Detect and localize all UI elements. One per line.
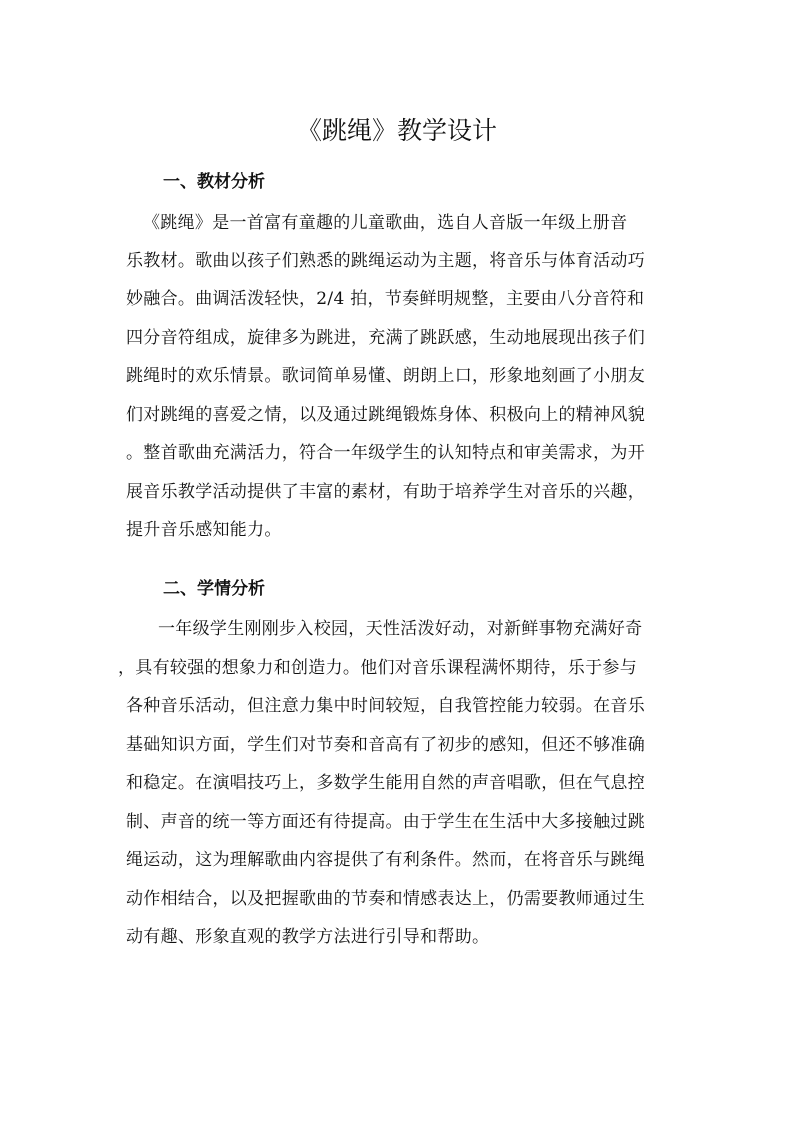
paragraph-line: 提升音乐感知能力。	[126, 520, 282, 540]
section-heading-materials: 一、教材分析	[163, 172, 265, 192]
paragraph-line: ，具有较强的想象力和创造力。他们对音乐课程满怀期待，乐于参与	[118, 658, 637, 678]
paragraph-line: 乐教材。歌曲以孩子们熟悉的跳绳运动为主题，将音乐与体育活动巧	[126, 251, 645, 271]
paragraph-line: 制、声音的统一等方面还有待提高。由于学生在生活中大多接触过跳	[126, 812, 645, 832]
section-heading-learners: 二、学情分析	[163, 579, 265, 599]
paragraph-line: 一年级学生刚刚步入校园，天性活泼好动，对新鲜事物充满好奇	[158, 619, 643, 639]
paragraph-line: 四分音符组成，旋律多为跳进，充满了跳跃感，生动地展现出孩子们	[126, 328, 645, 348]
paragraph-line: 们对跳绳的喜爱之情，以及通过跳绳锻炼身体、积极向上的精神风貌	[126, 405, 645, 425]
paragraph-line: 跳绳时的欢乐情景。歌词简单易懂、朗朗上口，形象地刻画了小朋友	[126, 366, 645, 386]
document-title: 《跳绳》教学设计	[296, 116, 497, 145]
paragraph-line: 绳运动，这为理解歌曲内容提供了有利条件。然而，在将音乐与跳绳	[126, 850, 645, 870]
paragraph-line: 各种音乐活动，但注意力集中时间较短，自我管控能力较弱。在音乐	[126, 696, 645, 716]
paragraph-line: 妙融合。曲调活泼轻快，2/4 拍，节奏鲜明规整，主要由八分音符和	[126, 289, 645, 309]
paragraph-line: 展音乐教学活动提供了丰富的素材，有助于培养学生对音乐的兴趣，	[126, 482, 645, 502]
paragraph-line: 基础知识方面，学生们对节奏和音高有了初步的感知，但还不够准确	[126, 735, 645, 755]
paragraph-line: 动作相结合，以及把握歌曲的节奏和情感表达上，仍需要教师通过生	[126, 889, 645, 909]
paragraph-line: 和稳定。在演唱技巧上，多数学生能用自然的声音唱歌，但在气息控	[126, 773, 645, 793]
paragraph-line: 动有趣、形象直观的教学方法进行引导和帮助。	[126, 927, 490, 947]
paragraph-line: 《跳绳》是一首富有童趣的儿童歌曲，选自人音版一年级上册音	[143, 213, 628, 233]
paragraph-line: 。整首歌曲充满活力，符合一年级学生的认知特点和审美需求，为开	[126, 443, 645, 463]
